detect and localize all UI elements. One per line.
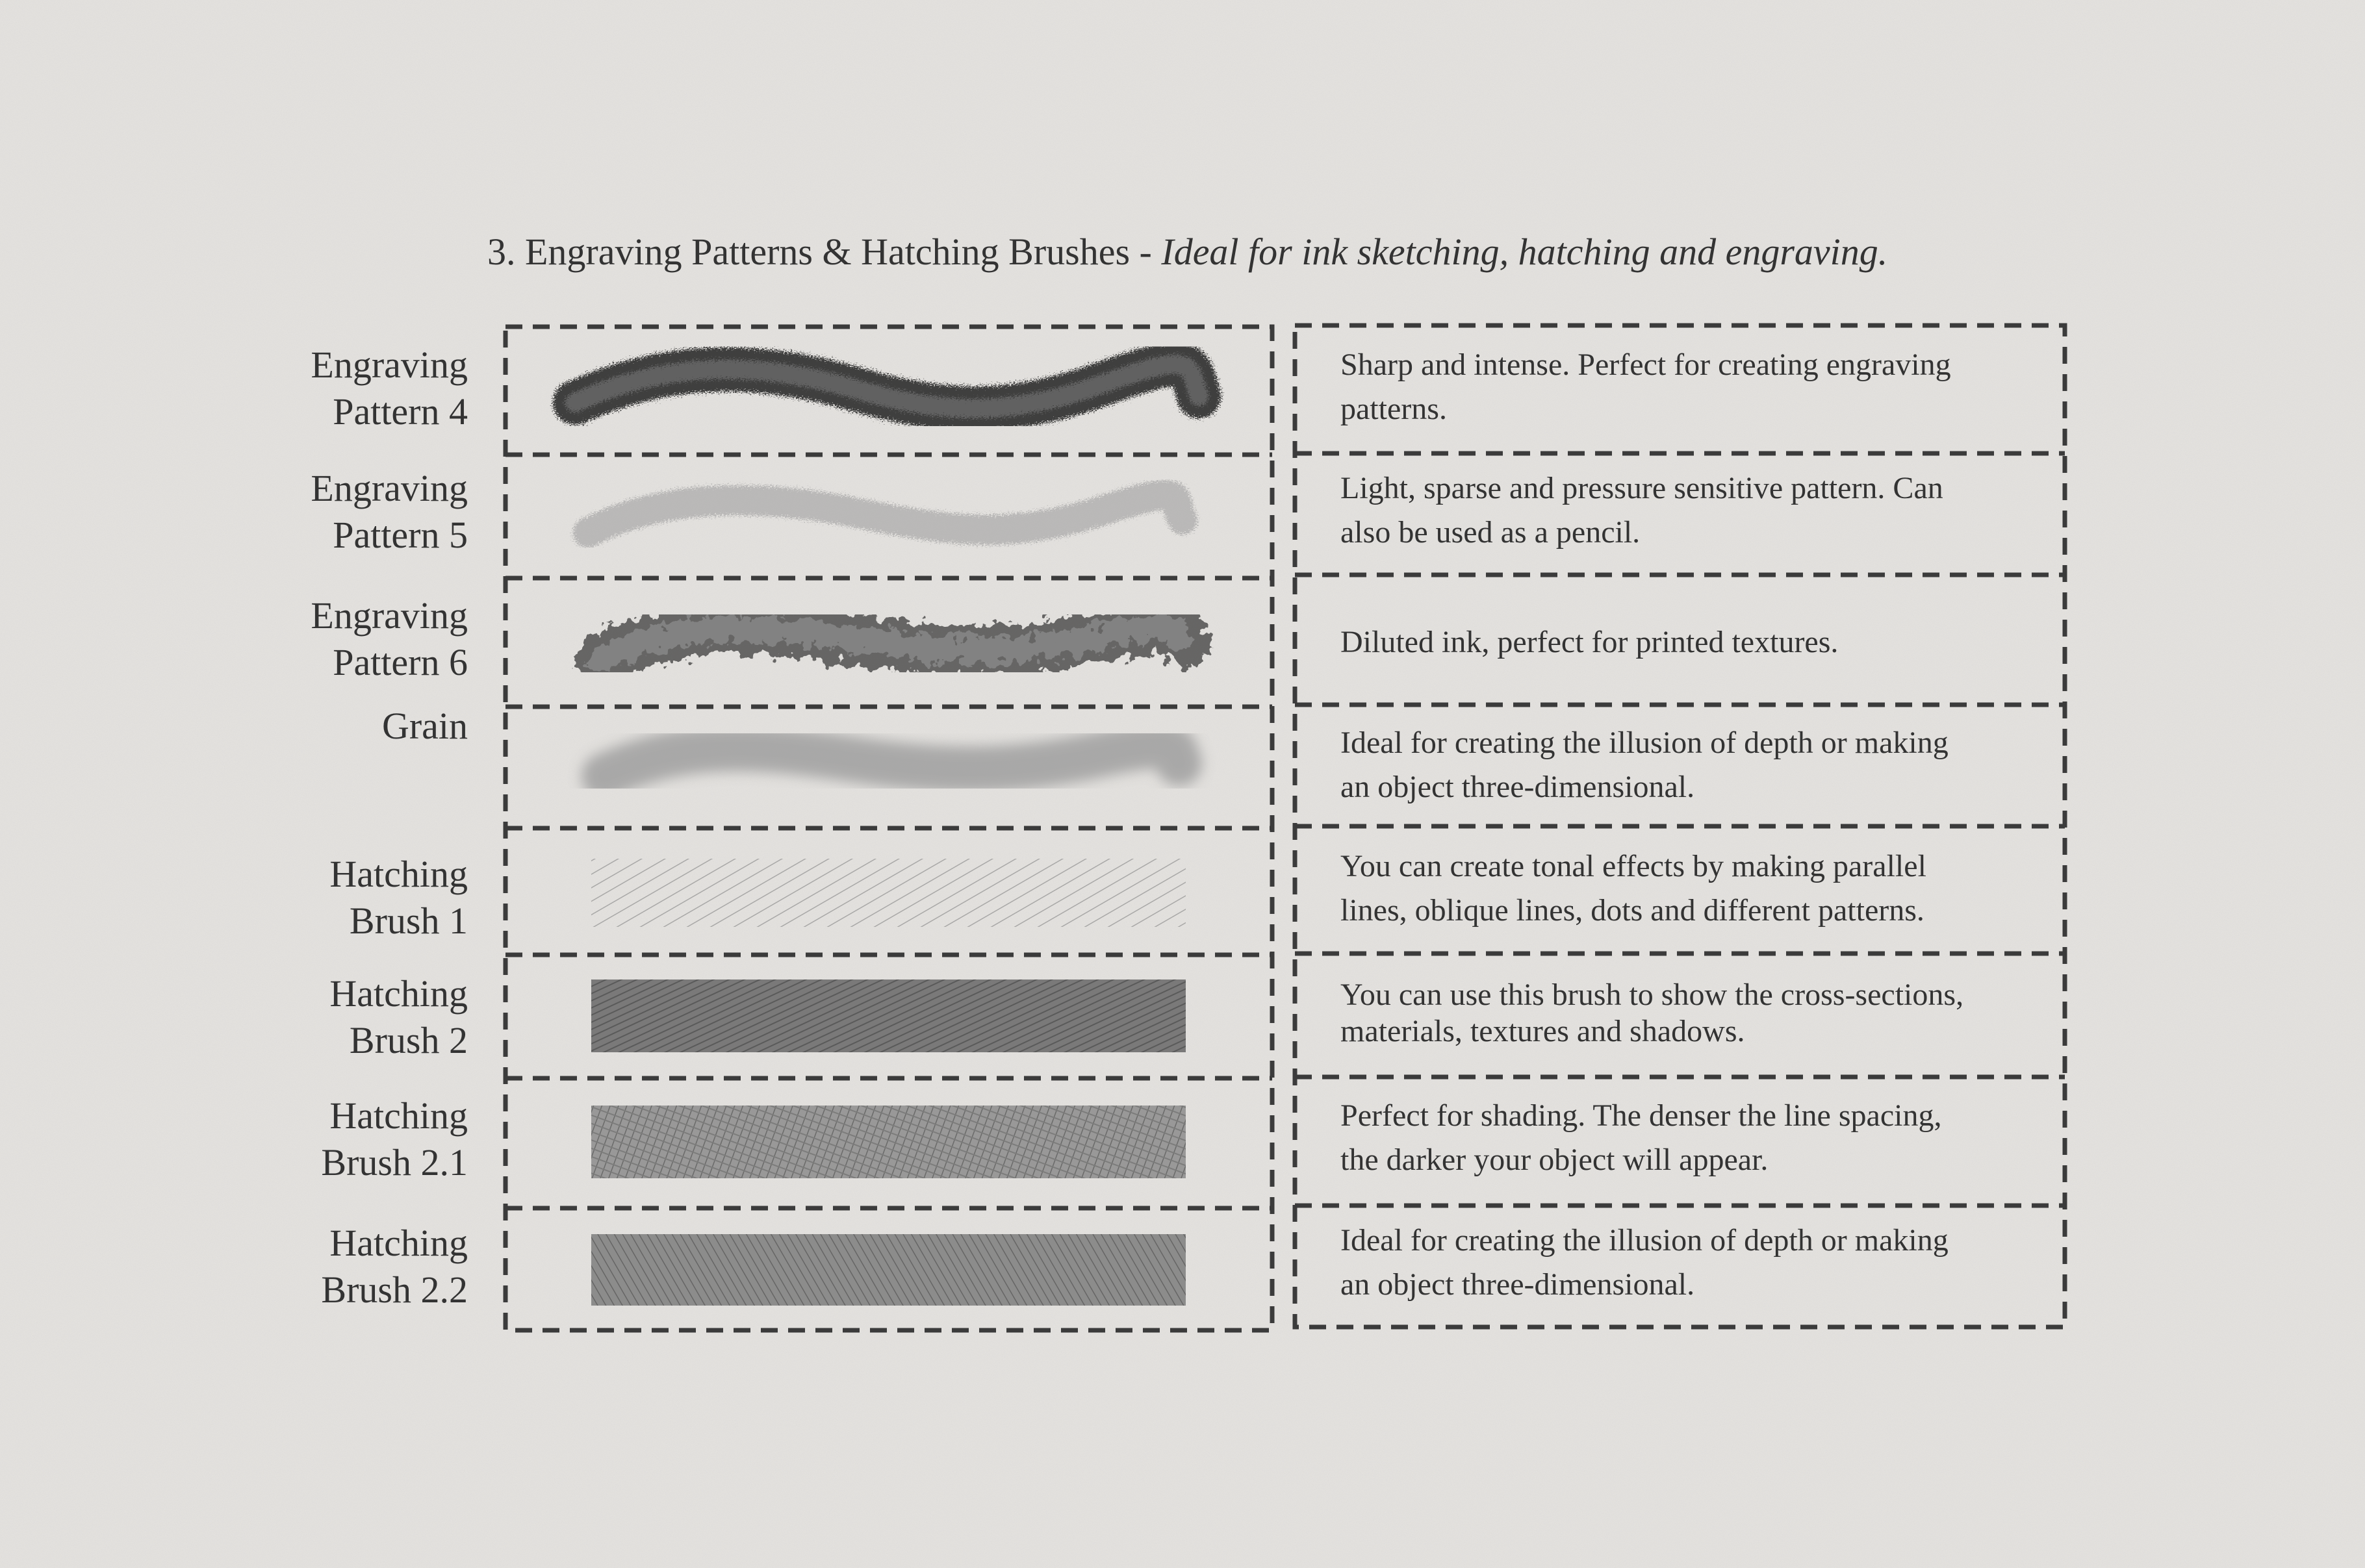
description-line-1: Light, sparse and pressure sensitive pattern. Can <box>1340 471 1943 505</box>
description-line-1: You can use this brush to show the cross-sections, <box>1340 978 1964 1012</box>
title-main: 3. Engraving Patterns & Hatching Brushes - <box>487 231 1162 273</box>
title-subtitle: Ideal for ink sketching, hatching and engraving. <box>1161 231 1888 273</box>
brush-name-line-1: Hatching <box>329 853 468 895</box>
stroke-hatching-brush-2-2 <box>591 1234 1186 1306</box>
brush-name-line-2: Brush 2.1 <box>321 1141 468 1183</box>
brush-name-engraving-pattern-4 <box>162 342 468 435</box>
description-line-2: also be used as a pencil. <box>1340 515 1641 550</box>
brush-name-engraving-pattern-6 <box>162 592 468 686</box>
description-line-1: Diluted ink, perfect for printed textures. <box>1340 625 1839 659</box>
stroke-hatching-brush-2 <box>591 980 1186 1052</box>
description-line-2: an object three-dimensional. <box>1340 770 1695 804</box>
stroke-grain <box>604 746 1179 776</box>
brush-name-line-2: Grain <box>381 705 468 747</box>
brush-name-hatching-brush-2 <box>162 970 468 1064</box>
description-line-1: Ideal for creating the illusion of depth or making <box>1340 1223 1949 1258</box>
stroke-engraving-pattern-6 <box>601 627 1186 659</box>
brush-name-line-1: Hatching <box>329 1222 468 1264</box>
stroke-engraving-pattern-5 <box>588 495 1182 533</box>
brush-name-line-2: Brush 1 <box>349 900 468 942</box>
description-line-2: lines, oblique lines, dots and different patterns. <box>1340 893 1924 928</box>
brush-name-line-2: Pattern 4 <box>333 390 468 433</box>
brush-name-engraving-pattern-5 <box>162 465 468 559</box>
brush-description-grain <box>1340 721 2029 809</box>
brush-name-grain <box>162 703 468 750</box>
brush-description-hatching-brush-2-1 <box>1340 1094 2029 1182</box>
brush-description-engraving-pattern-4 <box>1340 343 2029 431</box>
stroke-hatching-brush-1 <box>591 859 1186 927</box>
stroke-engraving-pattern-4 <box>575 364 1199 409</box>
description-line-2: the darker your object will appear. <box>1340 1143 1769 1177</box>
brush-name-hatching-brush-2-2 <box>162 1220 468 1313</box>
brush-description-engraving-pattern-5 <box>1340 466 2029 555</box>
brush-name-line-1: Engraving <box>311 467 468 509</box>
brush-name-line-2: Brush 2.2 <box>321 1269 468 1311</box>
brush-name-line-1: Engraving <box>311 344 468 386</box>
brush-name-line-1: Hatching <box>329 1094 468 1137</box>
brush-name-line-2: Pattern 5 <box>333 514 468 556</box>
brush-description-engraving-pattern-6 <box>1340 620 2029 664</box>
description-line-2: materials, textures and shadows. <box>1340 1014 1745 1048</box>
description-line-1: Perfect for shading. The denser the line spacing, <box>1340 1098 1942 1133</box>
brush-name-line-1: Hatching <box>329 972 468 1015</box>
description-line-2: patterns. <box>1340 392 1447 426</box>
brush-name-line-2: Brush 2 <box>349 1019 468 1061</box>
brush-description-hatching-brush-2-2 <box>1340 1219 2029 1307</box>
brush-description-hatching-brush-1 <box>1340 844 2029 933</box>
brush-name-line-2: Pattern 6 <box>333 641 468 683</box>
brush-name-line-1: Engraving <box>311 594 468 637</box>
brush-description-hatching-brush-2 <box>1340 977 2029 1050</box>
description-line-1: You can create tonal effects by making parallel <box>1340 849 1926 883</box>
brush-name-hatching-brush-1 <box>162 851 468 944</box>
brush-name-hatching-brush-2-1 <box>162 1093 468 1186</box>
description-line-1: Sharp and intense. Perfect for creating engraving <box>1340 348 1951 382</box>
description-line-1: Ideal for creating the illusion of depth or making <box>1340 726 1949 760</box>
description-line-2: an object three-dimensional. <box>1340 1267 1695 1302</box>
stroke-hatching-brush-2-1 <box>591 1106 1186 1178</box>
